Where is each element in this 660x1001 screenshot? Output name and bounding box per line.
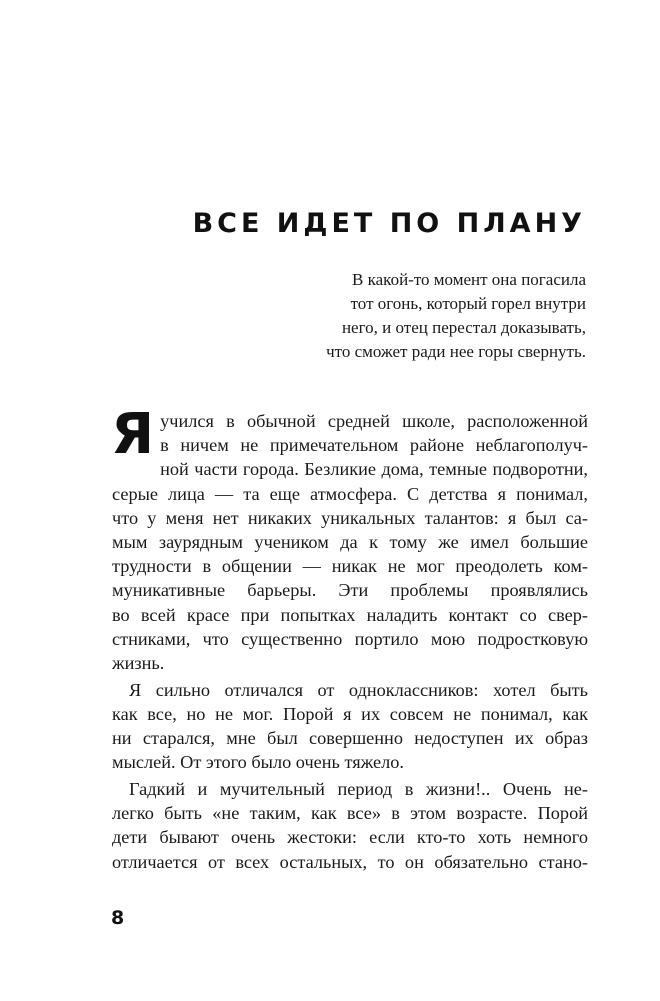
drop-cap: Я [111,402,155,467]
text-line: муникативные барьеры. Эти проблемы проявлялись [112,580,588,601]
text-line: как все, но не мог. Порой я их совсем не понимал, как [112,703,588,724]
text-line: жизнь. [112,653,165,674]
text-line: в ничем не примечательном районе неблагополуч- [160,435,588,456]
text-line: дети бывают очень жестоки: если кто-то хоть немного [112,827,588,848]
text-line: во всей красе при попытках наладить контакт со свер- [112,604,588,625]
epigraph-line: тот огонь, который горел внутри [350,294,586,313]
text-line: Гадкий и мучительный период в жизни!.. Очень не- [129,779,588,800]
text-line: легко быть «не таким, как все» в этом возрасте. Порой [112,803,588,824]
text-line: отличается от всех остальных, то он обязательно стано- [112,851,588,872]
text-line: трудности в общении — никак не мог преодолеть ком- [112,556,588,577]
text-line: ни старался, мне был совершенно недоступен их образ [112,728,588,749]
epigraph [186,268,586,364]
body-text [111,402,588,876]
page-number: 8 [111,907,125,929]
text-line: мым заурядным учеником да к тому же имел большие [112,532,588,553]
paragraph-3 [112,777,588,874]
epigraph-line: что сможет ради нее горы свернуть. [326,342,586,361]
epigraph-line: него, и отец перестал доказывать, [341,318,586,337]
paragraph-1 [111,402,588,675]
text-line: что у меня нет никаких уникальных талантов: я был са- [112,507,588,528]
paragraph-2 [112,678,588,775]
chapter-title: ВСЕ ИДЕТ ПО ПЛАНУ [192,208,586,239]
text-line: мыслей. От этого было очень тяжело. [112,752,404,773]
epigraph-line: В какой-то момент она погасила [352,270,586,289]
text-line: Я сильно отличался от одноклассников: хотел быть [129,679,588,700]
text-line: учился в обычной средней школе, расположенной [160,411,588,431]
text-line: стниками, что существенно портило мою подростковую [112,628,588,649]
text-line: серые лица — та еще атмосфера. С детства я понимал, [112,483,588,504]
text-line: ной части города. Безликие дома, темные подворотни, [160,459,588,480]
